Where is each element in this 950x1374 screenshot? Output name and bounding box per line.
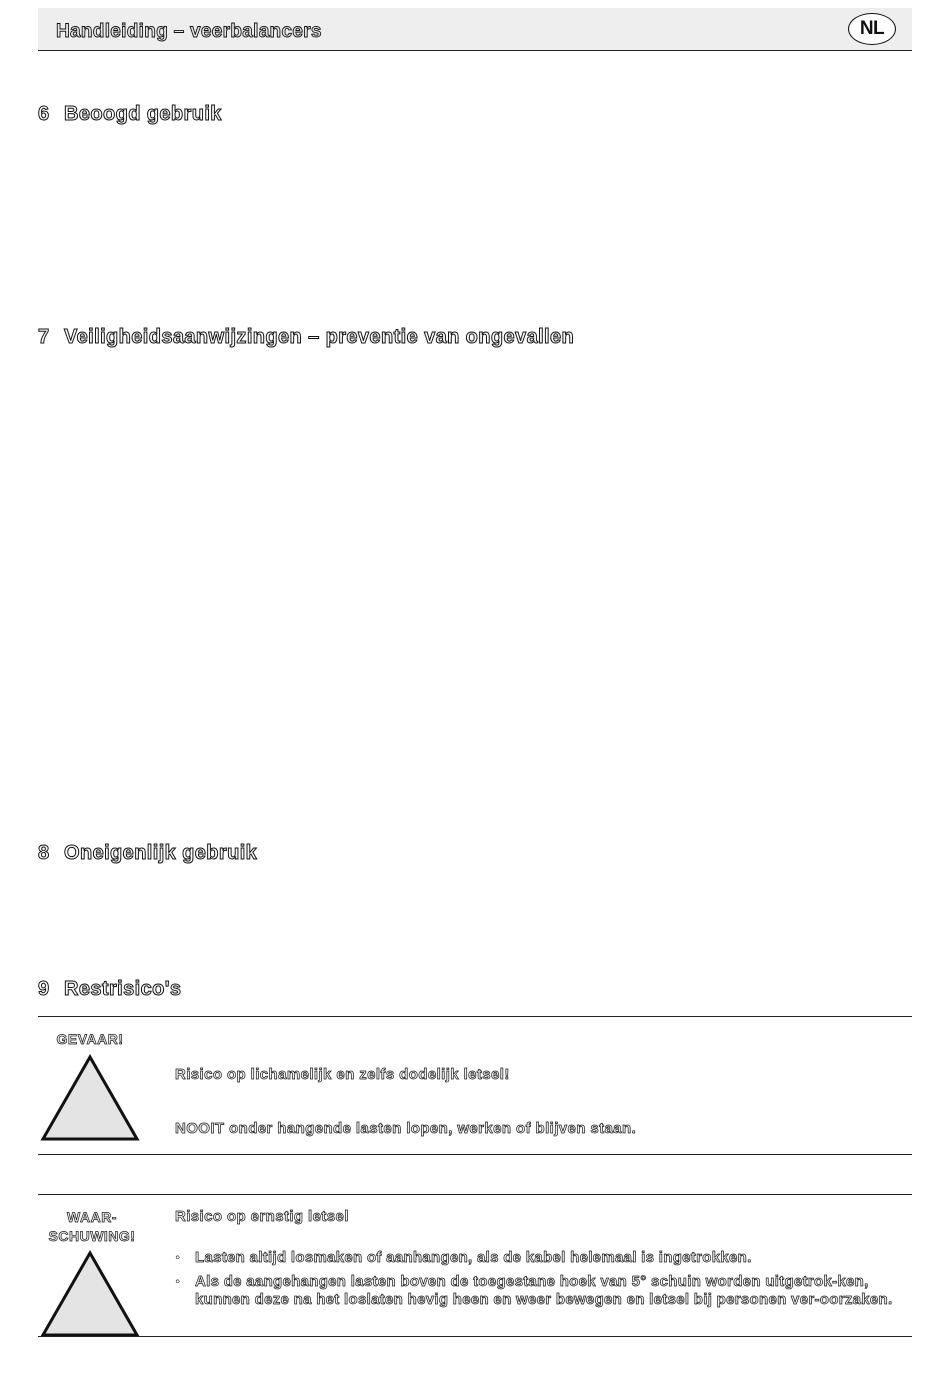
list-item: ◦ Als de aangehangen lasten boven de toegestane hoek van 5° schuin worden uitgetrok-ken, kunnen deze na het loslaten hevig heen en weer bewegen en letsel bij personen ver-oorzaken. xyxy=(175,1273,893,1308)
section-title: Beoogd gebruik xyxy=(64,103,222,125)
section-title: Oneigenlijk gebruik xyxy=(64,842,258,864)
section-heading-6 xyxy=(38,103,222,126)
bullet-icon: ◦ xyxy=(175,1249,181,1266)
danger-box-bottom-rule xyxy=(38,1154,912,1155)
section-heading-9 xyxy=(38,978,181,1001)
warning-signal-word-line1: WAAR- xyxy=(67,1209,117,1225)
section-heading-8 xyxy=(38,842,257,865)
section-heading-7 xyxy=(38,326,574,349)
warning-signal-word-line2: SCHUWING! xyxy=(48,1228,136,1244)
section-title: Veiligheidsaanwijzingen – preventie van ongevallen xyxy=(64,326,575,348)
section-number: 9 xyxy=(38,978,50,1000)
warning-bullet-list xyxy=(175,1249,910,1315)
section-number: 6 xyxy=(38,103,50,125)
section-title: Restrisico's xyxy=(64,978,182,1000)
bullet-icon: ◦ xyxy=(175,1273,181,1290)
danger-box-top-rule xyxy=(38,1016,912,1017)
language-badge: NL xyxy=(848,13,896,45)
list-item: ◦ Lasten altijd losmaken of aanhangen, als de kabel helemaal is ingetrokken. xyxy=(175,1249,752,1266)
warning-box-bottom-rule xyxy=(38,1336,912,1337)
page-header xyxy=(38,8,912,51)
section-number: 7 xyxy=(38,326,50,348)
warning-box-top-rule xyxy=(38,1194,912,1195)
warning-risk-title: Risico op ernstig letsel xyxy=(175,1208,349,1225)
danger-risk-text: Risico op lichamelijk en zelfs dodelijk letsel! xyxy=(175,1066,510,1083)
danger-signal-word: GEVAAR! xyxy=(56,1031,124,1047)
warning-triangle-icon xyxy=(40,1054,140,1142)
warning-signal-word xyxy=(30,1208,154,1246)
warning-triangle-icon xyxy=(40,1250,140,1338)
section-number: 8 xyxy=(38,842,50,864)
danger-instruction-text: NOOIT onder hangende lasten lopen, werken of blijven staan. xyxy=(175,1120,637,1137)
document-title: Handleiding – veerbalancers xyxy=(56,21,322,42)
